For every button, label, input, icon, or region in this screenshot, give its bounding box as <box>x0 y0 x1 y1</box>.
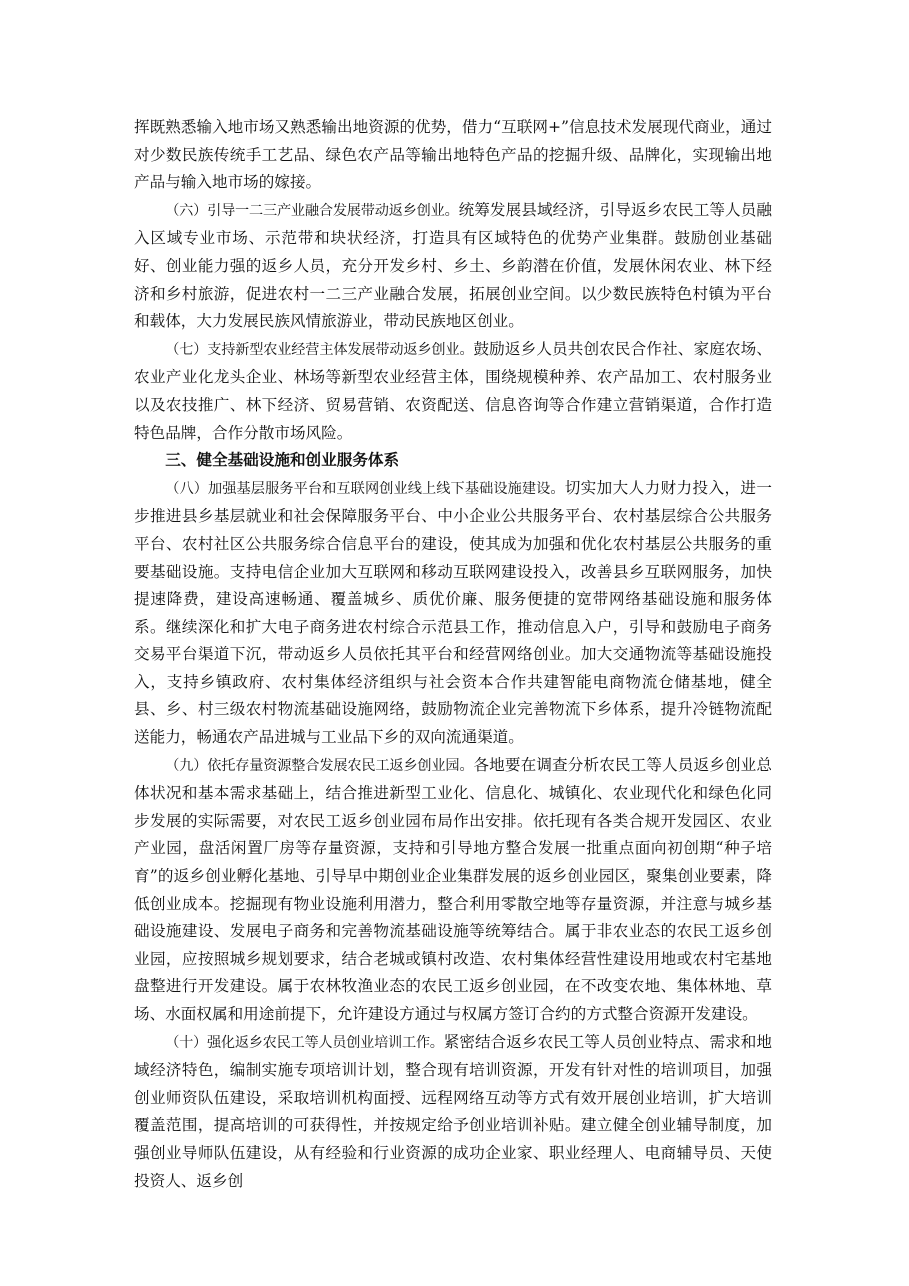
item-6-text: 统筹发展县域经济，引导返乡农民工等人员融入区域专业市场、示范带和块状经济，打造具有区域特色的优势产业集群。鼓励创业基础好、创业能力强的返乡人员，充分开发乡村、乡土、乡韵潜在价值，发展休闲农业、林下经济和乡村旅游，促进农村一二三产业融合发展，拓展创业空间。以少数民族特色村镇为平台和载体，大力发展民族风情旅游业，带动民族地区创业。 <box>134 200 772 331</box>
paragraph-item-9 <box>134 752 772 1029</box>
item-7-lead: （七）支持新型农业经营主体发展带动返乡创业。 <box>165 341 474 358</box>
item-9-lead: （九）依托存量资源整合发展农民工返乡创业园。 <box>165 757 474 774</box>
item-9-text: 各地要在调查分析农民工等人员返乡创业总体状况和基本需求基础上，结合推进新型工业化、信息化、城镇化、农业现代化和绿色化同步发展的实际需要，对农民工返乡创业园布局作出安排。依托现有各类合规开发园区、农业产业园，盘活闲置厂房等存量资源，支持和引导地方整合发展一批重点面向初创期“种子培育”的返乡创业孵化基地、引导早中期创业企业集群发展的返乡创业园区，聚集创业要素，降低创业成本。挖掘现有物业设施利用潜力，整合利用零散空地等存量资源，并注意与城乡基础设施建设、发展电子商务和完善物流基础设施等统筹结合。属于非农业态的农民工返乡创业园，应按照城乡规划要求，结合老城或镇村改造、农村集体经营性建设用地或农村宅基地盘整进行开发建设。属于农林牧渔业态的农民工返乡创业园，在不改变农地、集体林地、草场、水面权属和用途前提下，允许建设方通过与权属方签订合约的方式整合资源开发建设。 <box>134 755 772 1023</box>
paragraph-continued <box>134 114 772 197</box>
item-10-lead: （十）强化返乡农民工等人员创业培训工作。 <box>165 1034 444 1051</box>
item-8-lead: （八）加强基层服务平台和互联网创业线上线下基础设施建设。 <box>165 480 565 497</box>
paragraph-item-6 <box>134 197 772 336</box>
item-8-text: 切实加大人力财力投入，进一步推进县乡基层就业和社会保障服务平台、中小企业公共服务平台、农村基层综合公共服务平台、农村社区公共服务综合信息平台的建设，使其成为加强和优化农村基层公共服务的重要基础设施。支持电信企业加大互联网和移动互联网建设投入，改善县乡互联网服务，加快提速降费，建设高速畅通、覆盖城乡、质优价廉、服务便捷的宽带网络基础设施和服务体系。继续深化和扩大电子商务进农村综合示范县工作，推动信息入户，引导和鼓励电子商务交易平台渠道下沉，带动返乡人员依托其平台和经营网络创业。加大交通物流等基础设施投入，支持乡镇政府、农村集体经济组织与社会资本合作共建智能电商物流仓储基地，健全县、乡、村三级农村物流基础设施网络，鼓励物流企业完善物流下乡体系，提升冷链物流配送能力，畅通农产品进城与工业品下乡的双向流通渠道。 <box>134 478 772 747</box>
item-7-text: 鼓励返乡人员共创农民合作社、家庭农场、农业产业化龙头企业、林场等新型农业经营主体，围绕规模种养、农产品加工、农村服务业以及农技推广、林下经济、贸易营销、农资配送、信息咨询等合作建立营销渠道，合作打造特色品牌，合作分散市场风险。 <box>134 339 772 442</box>
paragraph-item-7 <box>134 336 772 447</box>
document-page <box>134 114 772 1195</box>
item-10-text: 紧密结合返乡农民工等人员创业特点、需求和地域经济特色，编制实施专项培训计划，整合现有培训资源，开发有针对性的培训项目，加强创业师资队伍建设，采取培训机构面授、远程网络互动等方式有效开展创业培训，扩大培训覆盖范围，提高培训的可获得性，并按规定给予创业培训补贴。建立健全创业辅导制度，加强创业导师队伍建设，从有经验和行业资源的成功企业家、职业经理人、电商辅导员、天使投资人、返乡创 <box>134 1032 772 1190</box>
paragraph-text: 挥既熟悉输入地市场又熟悉输出地资源的优势，借力“互联网+”信息技术发展现代商业，通过对少数民族传统手工艺品、绿色农产品等输出地特色产品的挖掘升级、品牌化，实现输出地产品与输入地市场的嫁接。 <box>134 118 772 192</box>
paragraph-item-10 <box>134 1029 772 1196</box>
paragraph-item-8 <box>134 475 772 752</box>
section-3-heading: 三、健全基础设施和创业服务体系 <box>165 451 400 470</box>
item-6-lead: （六）引导一二三产业融合发展带动返乡创业。 <box>165 202 459 219</box>
